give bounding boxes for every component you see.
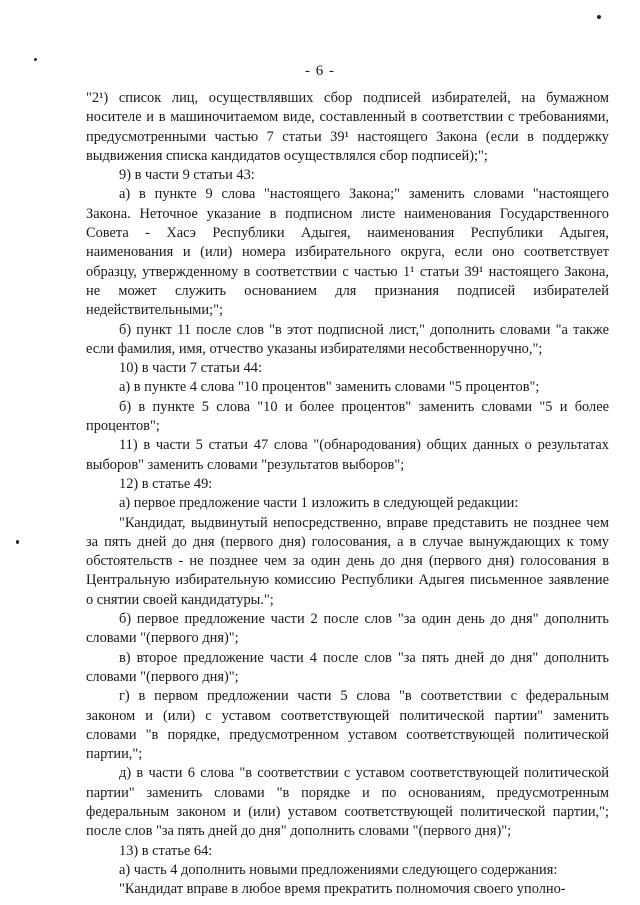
document-body <box>86 89 609 899</box>
paragraph-item-10b: б) в пункте 5 слова "10 и более процентов" заменить словами "5 и более процентов"; <box>86 398 609 435</box>
scan-speck <box>34 58 37 61</box>
paragraph-item-13a-quote: "Кандидат вправе в любое время прекратить полномочия своего уполно- <box>119 881 566 898</box>
paragraph-item-9b: б) пункт 11 после слов "в этот подписной лист," дополнить словами "а также если фамилия, имя, отчество указаны избирателями несобственноручно,"; <box>86 321 609 357</box>
paragraph-2-1-list-of-collectors: "2¹) список лиц, осуществлявших сбор подписей избирателей, на бумажном носителе и в машиночитаемом виде, составленный в соответствии с требованиями, предусмотренными частью 7 статьи 39¹ настоящего Закона (если в поддержку выдвижения списка кандидатов осуществлялся сбор подписей);"; <box>86 90 609 164</box>
paragraph-item-12d: д) в части 6 слова "в соответствии с уставом соответствующей политической партии" заменить словами "в порядке и по основаниям, предусмотренным федеральным законом и (или) уставом соответствующей политической партии,"; после слов "за пять дней до дня" дополнить словами "(первого дня)"; <box>86 765 609 840</box>
paragraph-item-12b: б) первое предложение части 2 после слов "за один день до дня" дополнить словами "(первого дня)"; <box>86 611 609 647</box>
paragraph-item-9a: а) в пункте 9 слова "настоящего Закона;" заменить словами "настоящего Закона. Неточное указание в подписном листе наименования Государственного Совета - Хасэ Республики Адыгея, наименования Республики Адыгея, наименования и (или) номера избирательного округа, если оно соответствует образцу, утвержденному в соответствии с частью 1¹ статьи 39¹ настоящего Закона, не может служить основанием для признания подписей избирателей недействительными;"; <box>86 186 609 319</box>
paragraph-item-10: 10) в части 7 статьи 44: <box>119 360 262 377</box>
scan-speck <box>597 15 601 19</box>
paragraph-item-12: 12) в статье 49: <box>119 475 213 492</box>
paragraph-item-12g: г) в первом предложении части 5 слова "в соответствии с федеральным законом и (или) с уставом соответствующей политической партии" заменить словами "в порядке, предусмотренном уставом соответствующей политической партии,"; <box>86 688 609 763</box>
paragraph-item-11: 11) в части 5 статьи 47 слова "(обнародования) общих данных о результатах выборов" заменить словами "результатов выборов"; <box>86 437 609 473</box>
page-number: - 6 - <box>305 63 335 79</box>
paragraph-item-12a: а) первое предложение части 1 изложить в следующей редакции: <box>119 495 519 512</box>
paragraph-item-10a: а) в пункте 4 слова "10 процентов" заменить словами "5 процентов"; <box>119 379 540 396</box>
paragraph-item-12v: в) второе предложение части 4 после слов "за пять дней до дня" дополнить словами "(первого дня)"; <box>86 649 609 685</box>
scan-speck <box>16 540 19 544</box>
paragraph-item-9: 9) в части 9 статьи 43: <box>119 167 255 184</box>
paragraph-item-13a: а) часть 4 дополнить новыми предложениями следующего содержания: <box>119 861 558 878</box>
paragraph-item-12a-quote: "Кандидат, выдвинутый непосредственно, вправе представить не позднее чем за пять дней до дня (первого дня) голосования, а в случае вынуждающих к тому обстоятельств - не позднее чем за один день до дня (первого дня) голосования в Центральную избирательную комиссию Республики Адыгея письменное заявление о снятии своей кандидатуры."; <box>86 514 609 608</box>
paragraph-item-13: 13) в статье 64: <box>119 842 213 859</box>
